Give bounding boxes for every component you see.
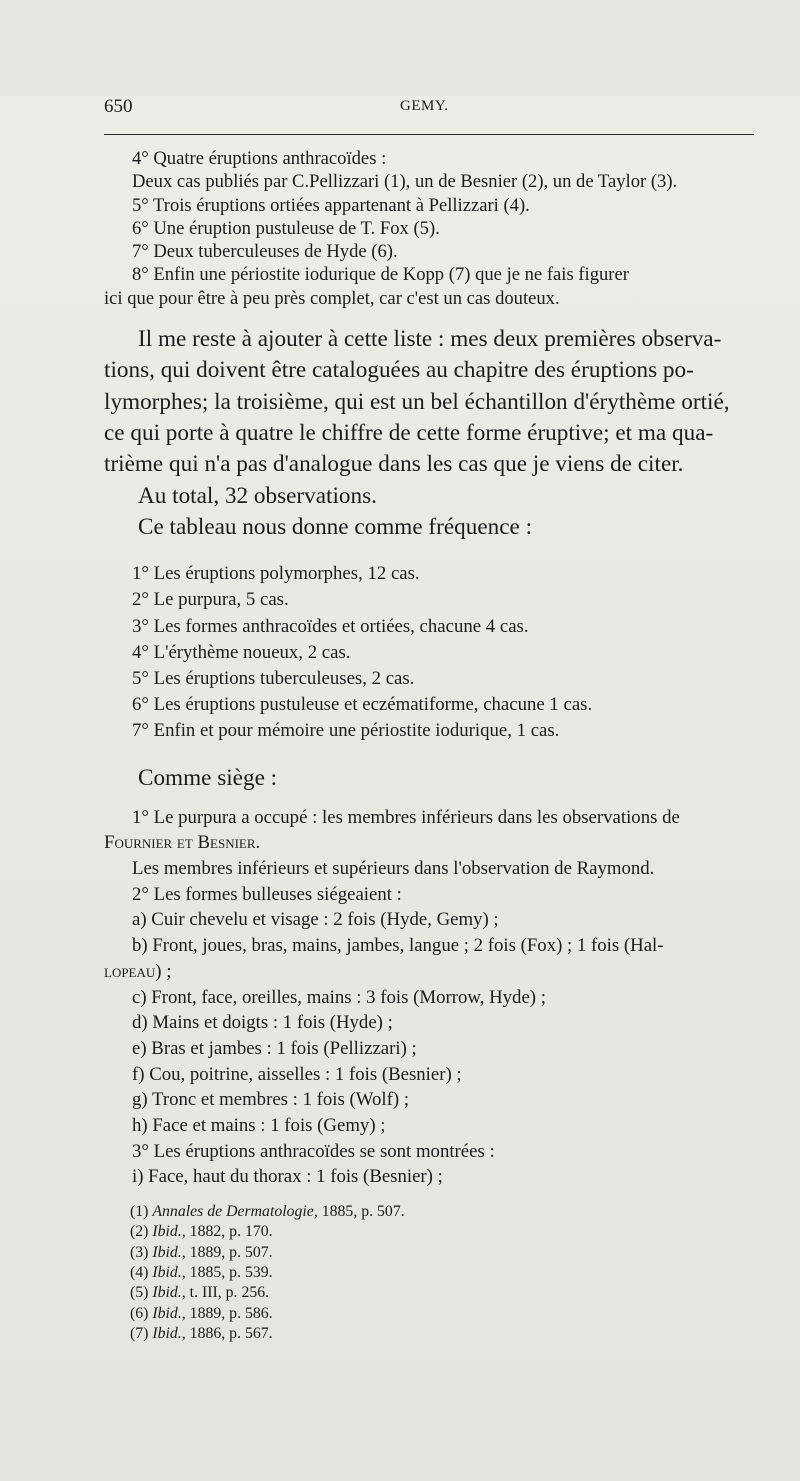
siege-item: 3° Les éruptions anthracoïdes se sont montrées :	[132, 1140, 495, 1162]
siege-item: lopeau) ;	[104, 960, 172, 982]
siege-item: f) Cou, poitrine, aisselles : 1 fois (Besnier) ;	[132, 1063, 462, 1085]
page-header	[104, 96, 754, 126]
footnote-title: Ibid.,	[152, 1264, 186, 1282]
footnotes	[104, 1202, 754, 1344]
header-rule	[104, 134, 754, 135]
siege-item: c) Front, face, oreilles, mains : 3 fois (Morrow, Hyde) ;	[132, 986, 546, 1008]
siege-item: Fournier et Besnier.	[104, 832, 261, 854]
list-line: 6° Une éruption pustuleuse de T. Fox (5).	[132, 217, 440, 239]
footnote	[104, 1222, 754, 1242]
footnote-number: (6)	[130, 1304, 149, 1322]
footnote-title: Ibid.,	[152, 1284, 186, 1302]
page-number: 650	[104, 96, 133, 117]
frequency-item: 4° L'érythème noueux, 2 cas.	[132, 641, 351, 663]
siege-item: d) Mains et doigts : 1 fois (Hyde) ;	[132, 1012, 393, 1034]
footnote-ref: t. III, p. 256.	[185, 1284, 270, 1302]
siege-item: Les membres inférieurs et supérieurs dans l'observation de Raymond.	[132, 857, 655, 879]
main-paragraph	[104, 324, 754, 543]
footnote	[104, 1263, 754, 1283]
frequency-list	[104, 561, 754, 744]
paragraph-line: trième qui n'a pas d'analogue dans les cas que je viens de citer.	[104, 451, 684, 478]
frequency-item: 7° Enfin et pour mémoire une périostite iodurique, 1 cas.	[132, 720, 560, 742]
footnote-number: (7)	[130, 1324, 149, 1342]
footnote-title: Annales de Dermatologie,	[152, 1203, 318, 1221]
siege-item: e) Bras et jambes : 1 fois (Pellizzari) ;	[132, 1037, 417, 1059]
frequency-item: 1° Les éruptions polymorphes, 12 cas.	[132, 563, 420, 585]
siege-item: a) Cuir chevelu et visage : 2 fois (Hyde, Gemy) ;	[132, 909, 499, 931]
footnote-number: (2)	[130, 1223, 149, 1241]
frequency-item: 5° Les éruptions tuberculeuses, 2 cas.	[132, 667, 415, 689]
list-line: Deux cas publiés par C.Pellizzari (1), un de Besnier (2), un de Taylor (3).	[132, 171, 678, 193]
frequency-item: 6° Les éruptions pustuleuse et eczématiforme, chacune 1 cas.	[132, 694, 593, 716]
siege-item: 2° Les formes bulleuses siégeaient :	[132, 883, 402, 905]
footnote-ref: 1885, p. 507.	[317, 1203, 405, 1221]
footnote-number: (1)	[130, 1203, 149, 1221]
footnote-number: (3)	[130, 1243, 149, 1261]
siege-heading: Comme siège :	[138, 764, 278, 791]
siege-item: b) Front, joues, bras, mains, jambes, langue ; 2 fois (Fox) ; 1 fois (Hal-	[132, 935, 664, 957]
list-line: 8° Enfin une périostite iodurique de Kopp (7) que je ne fais figurer	[132, 264, 629, 286]
footnote	[104, 1202, 754, 1222]
siege-item: h) Face et mains : 1 fois (Gemy) ;	[132, 1115, 386, 1137]
list-line: ici que pour être à peu près complet, car c'est un cas douteux.	[104, 287, 560, 309]
footnote	[104, 1283, 754, 1303]
footnote-title: Ibid.,	[152, 1304, 186, 1322]
list-line: 7° Deux tuberculeuses de Hyde (6).	[132, 241, 398, 263]
footnote-title: Ibid.,	[152, 1324, 186, 1342]
paragraph-line: ce qui porte à quatre le chiffre de cette forme éruptive; et ma qua-	[104, 419, 714, 446]
list-line: 4° Quatre éruptions anthracoïdes :	[132, 148, 387, 169]
siege-list	[104, 805, 754, 1191]
paragraph-line: lymorphes; la troisième, qui est un bel échantillon d'érythème ortié,	[104, 388, 730, 415]
siege-item: 1° Le purpura a occupé : les membres inférieurs dans les observations de	[132, 806, 680, 828]
frequency-item: 3° Les formes anthracoïdes et ortiées, chacune 4 cas.	[132, 615, 529, 637]
footnote	[104, 1243, 754, 1263]
footnote-ref: 1886, p. 567.	[185, 1324, 273, 1342]
eruption-list	[104, 147, 754, 310]
footnote-ref: 1889, p. 507.	[185, 1243, 273, 1261]
total-line: Au total, 32 observations.	[138, 482, 377, 509]
frequency-item: 2° Le purpura, 5 cas.	[132, 589, 289, 611]
footnote-ref: 1885, p. 539.	[185, 1264, 273, 1282]
footnote-ref: 1889, p. 586.	[185, 1304, 273, 1322]
footnote-number: (4)	[130, 1264, 149, 1282]
siege-item: i) Face, haut du thorax : 1 fois (Besnier) ;	[132, 1166, 443, 1188]
footnote-ref: 1882, p. 170.	[185, 1223, 273, 1241]
paragraph-line: tions, qui doivent être cataloguées au chapitre des éruptions po-	[104, 357, 694, 384]
footnote	[104, 1324, 754, 1344]
siege-item: g) Tronc et membres : 1 fois (Wolf) ;	[132, 1089, 410, 1111]
footnote-title: Ibid.,	[152, 1223, 186, 1241]
tableau-line: Ce tableau nous donne comme fréquence :	[138, 513, 533, 540]
list-line: 5° Trois éruptions ortiées appartenant à Pellizzari (4).	[132, 194, 530, 216]
book-page	[0, 96, 800, 1481]
running-head: GEMY.	[400, 98, 449, 114]
footnote-number: (5)	[130, 1284, 149, 1302]
footnote-title: Ibid.,	[152, 1243, 186, 1261]
footnote	[104, 1304, 754, 1324]
paragraph-line: Il me reste à ajouter à cette liste : mes deux premières observa-	[138, 326, 722, 353]
